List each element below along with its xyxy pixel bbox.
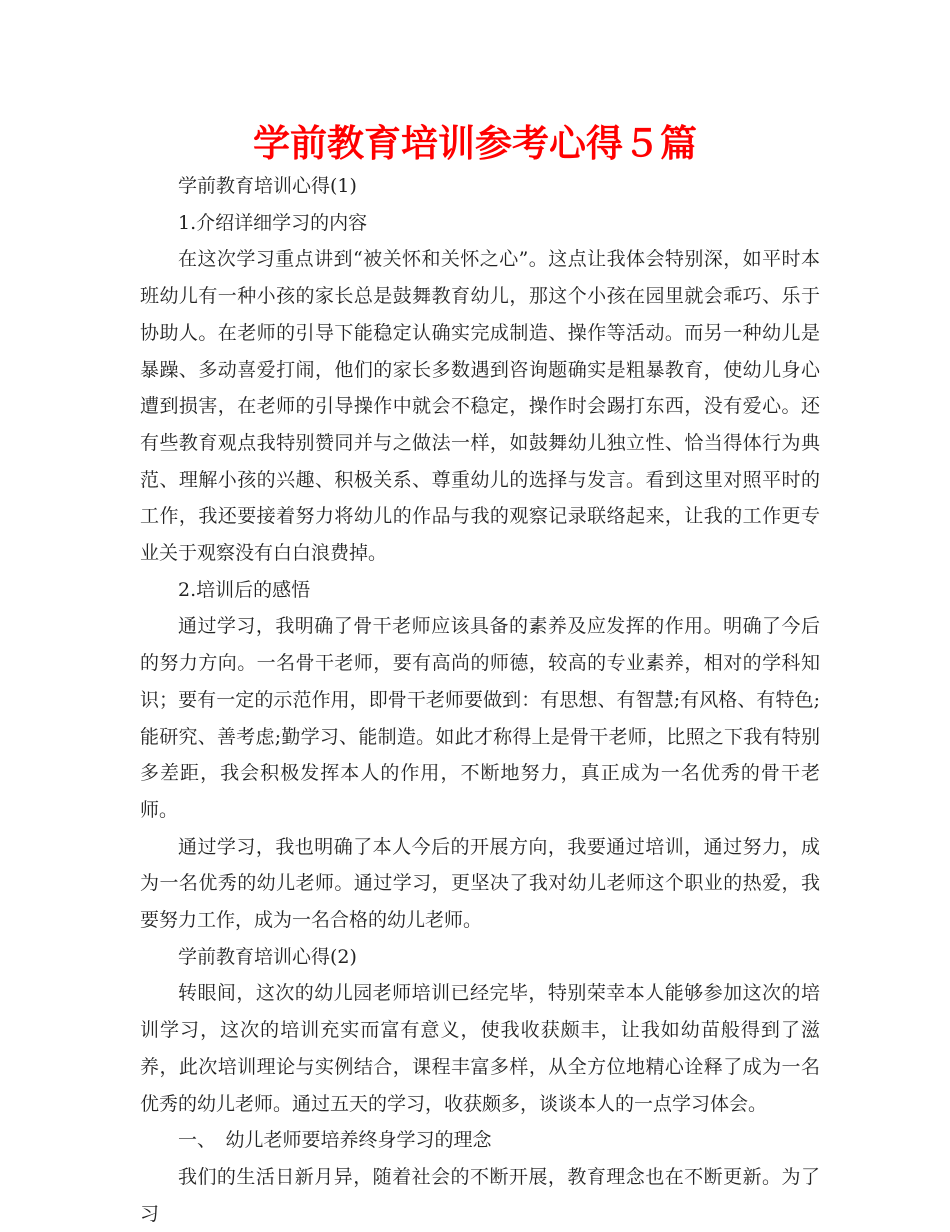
body-paragraph: 通过学习，我明确了骨干老师应该具备的素养及应发挥的作用。明确了今后的努力方向。一名骨干老师，要有高尚的师德，较高的专业素养，相对的学科知识；要有一定的示范作用，即骨干老师要做到：有思想、有智慧;有风格、有特色;能研究、善考虑;勤学习、能制造。如此才称得上是骨干老师，比照之下我有特别多差距，我会积极发挥本人的作用，不断地努力，真正成为一名优秀的骨干老师。 xyxy=(140,615,820,821)
body-paragraph: 在这次学习重点讲到“被关怀和关怀之心”。这点让我体会特别深，如平时本班幼儿有一种小孩的家长总是鼓舞教育幼儿，那这个小孩在园里就会乖巧、乐于协助人。在老师的引导下能稳定认确实完成制造、操作等活动。而另一种幼儿是暴躁、多动喜爱打闹，他们的家长多数遇到咨询题确实是粗暴教育，使幼儿身心遭到损害，在老师的引导操作中就会不稳定，操作时会踢打东西，没有爱心。还有些教育观点我特别赞同并与之做法一样，如鼓舞幼儿独立性、恰当得体行为典范、理解小孩的兴趣、积极关系、尊重幼儿的选择与发言。看到这里对照平时的工作，我还要接着努力将幼儿的作品与我的观察记录联络起来，让我的工作更专业关于观察没有白白浪费掉。 xyxy=(140,248,820,565)
subsection-heading: 一、 幼儿老师要培养终身学习的理念 xyxy=(178,1129,492,1152)
body-paragraph: 通过学习，我也明确了本人今后的开展方向，我要通过培训，通过努力，成为一名优秀的幼儿老师。通过学习，更坚决了我对幼儿老师这个职业的热爱，我要努力工作，成为一名合格的幼儿老师。 xyxy=(140,835,820,932)
subsection-heading: 2.培训后的感悟 xyxy=(178,578,311,601)
section-heading: 学前教育培训心得(1) xyxy=(178,175,357,197)
body-paragraph: 我们的生活日新月异，随着社会的不断开展，教育理念也在不断更新。为了习 xyxy=(140,1165,820,1225)
body-paragraph: 转眼间，这次的幼儿园老师培训已经完毕，特别荣幸本人能够参加这次的培训学习，这次的培训充实而富有意义，使我收获颇丰，让我如幼苗般得到了滋养，此次培训理论与实例结合，课程丰富多样，从全方位地精心诠释了成为一名优秀的幼儿老师。通过五天的学习，收获颇多，谈谈本人的一点学习体会。 xyxy=(140,982,820,1115)
section-heading: 学前教育培训心得(2) xyxy=(178,945,357,968)
document-title: 学前教育培训参考心得５篇 xyxy=(253,121,697,165)
document-body xyxy=(140,168,820,1232)
subsection-heading: 1.介绍详细学习的内容 xyxy=(178,211,368,234)
